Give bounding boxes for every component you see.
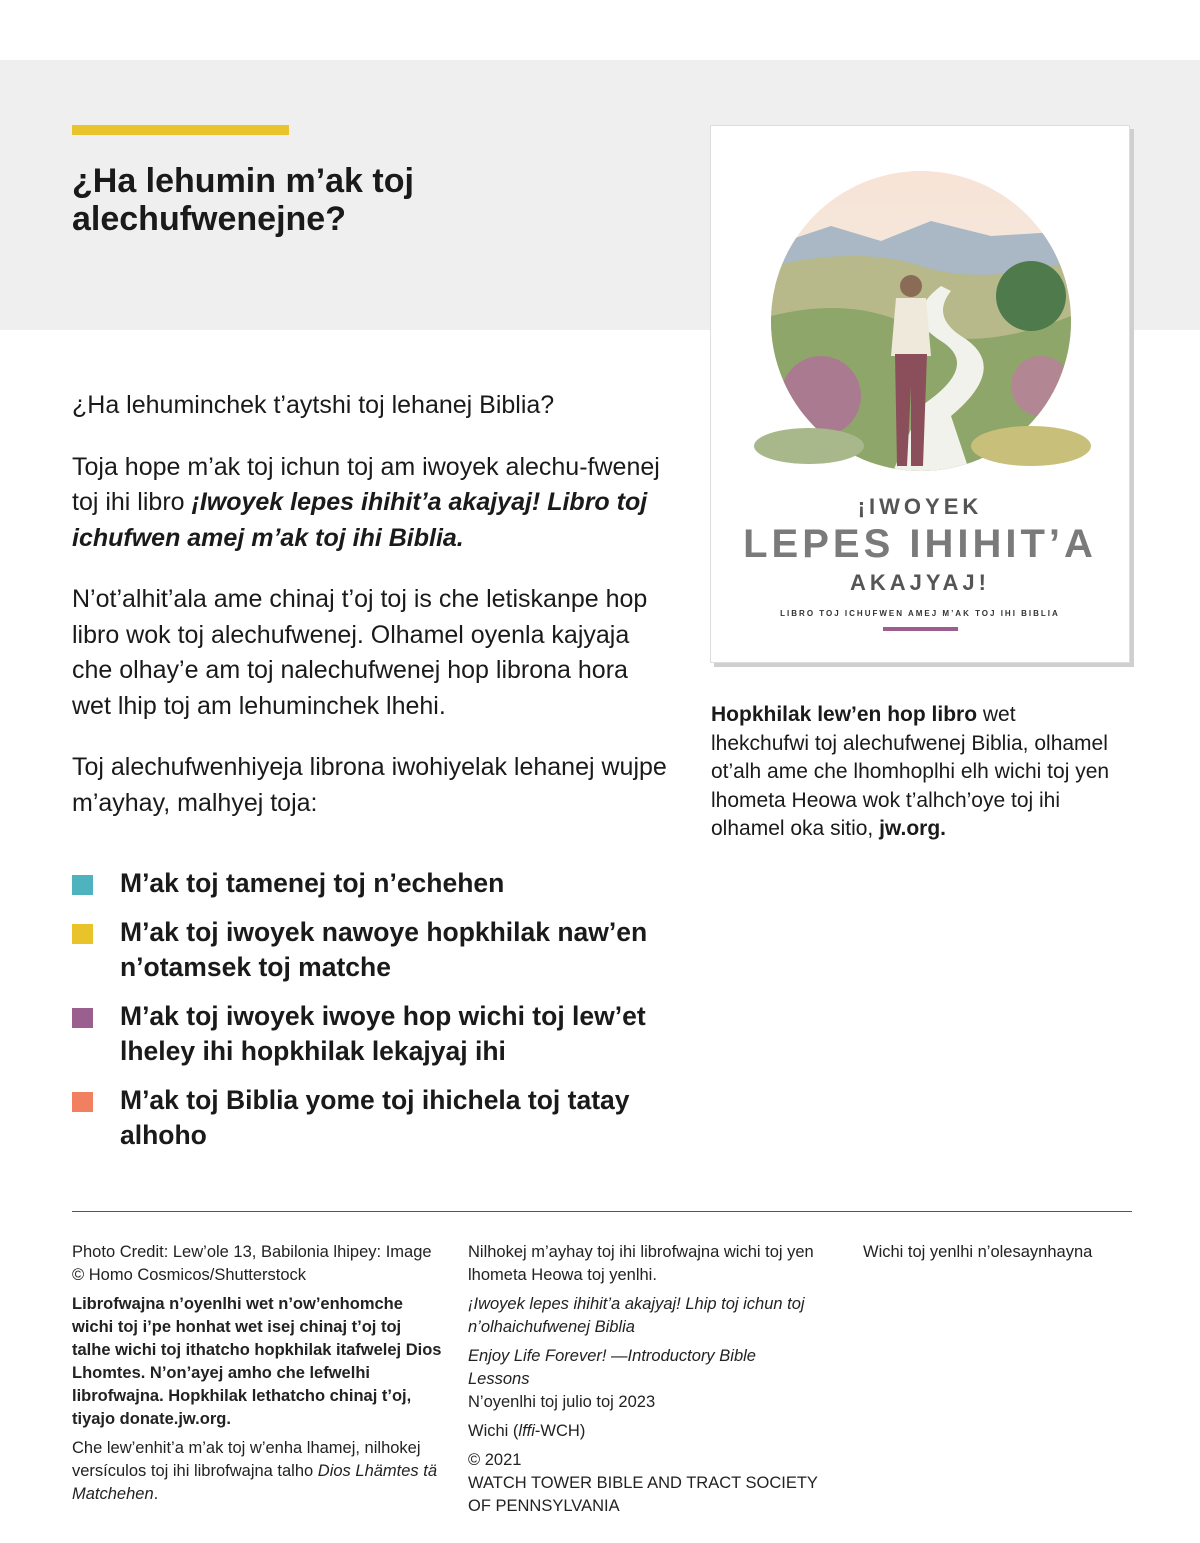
cover-title-line-2: LEPES IHIHIT’A (743, 522, 1097, 566)
caption-end: . (940, 817, 946, 840)
cover-caption (711, 701, 1111, 844)
print-date: N’oyenlhi toj julio toj 2023 (468, 1393, 656, 1411)
photo-credit: Photo Credit: Lew’ole 13, Babilonia lhipey: Image © Homo Cosmicos/Shutterstock (72, 1243, 432, 1284)
list-item (72, 999, 672, 1070)
cover-title-line-1: ¡IWOYEK (857, 494, 983, 519)
footer-col-2 (468, 1241, 818, 1518)
list-item-text: M’ak toj iwoyek iwoye hop wichi toj lew’et lheley ihi hopkhilak lekajyaj ihi (120, 1000, 646, 1066)
list-item (72, 866, 672, 902)
square-bullet-icon (72, 875, 93, 895)
cover-title-line-3: AKAJYAJ! (849, 570, 990, 595)
cover-subtitle: LIBRO TOJ ICHUFWEN AMEJ M’AK TOJ IHI BIBLIA (780, 609, 1060, 618)
lang-a: Wichi ( (468, 1422, 519, 1440)
intro-text (72, 388, 672, 847)
bible-title: Dios Lhämtes tä Matchehen (72, 1462, 438, 1503)
topic-list (72, 866, 672, 1167)
list-item-text: M’ak toj iwoyek nawoye hopkhilak naw’en n’otamsek toj matche (120, 916, 648, 982)
publisher-note: Nilhokej m’ayhay toj ihi librofwajna wichi toj yen lhometa Heowa toj yenlhi. (468, 1243, 814, 1284)
caption-bold: Hopkhilak lew’en hop libro (711, 703, 978, 726)
list-item (72, 915, 672, 986)
list-item-text: M’ak toj tamenej toj n’echehen (120, 868, 505, 898)
square-bullet-icon (72, 924, 93, 944)
lang-b: -WCH) (534, 1422, 586, 1440)
donation-note: Librofwajna n’oyenlhi wet n’ow’enhomche wichi toj i’pe honhat wet isej chinaj t’oj toj talhe wichi toj ithatcho hopkhilak itafwelej Dios Lhomtes. N’on’ayej amho che lefwelhi librofwajna. Hopkhilak lethatcho chinaj t’oj, tiyajo donate.jw.org. (72, 1295, 442, 1428)
jw-org-link[interactable]: jw.org (879, 817, 941, 840)
paragraph-4: Toj alechufwenhiyeja librona iwohiyelak lehanej wujpe m’ayhay, malhyej toja: (72, 753, 667, 817)
paragraph-2 (72, 450, 672, 557)
verses-end: . (153, 1485, 159, 1503)
accent-bar (72, 125, 289, 135)
title-english: Enjoy Life Forever! —Introductory Bible Lessons (468, 1347, 756, 1388)
page-title: ¿Ha lehumin m’ak toj alechufwenejne? (72, 162, 414, 238)
paragraph-3: N’ot’alhit’ala ame chinaj t’oj toj is che letiskanpe hop libro wok toj alechufwenej. Olhamel oyenla kajyaja che olhay’e am toj nalechufwenej hop librona hora wet lhip toj am lehuminchek lhehi. (72, 585, 648, 720)
footer-col-1 (72, 1241, 442, 1512)
society-line-1: WATCH TOWER BIBLE AND TRACT SOCIETY (468, 1474, 818, 1492)
list-item (72, 1083, 672, 1154)
society-line-2: OF PENNSYLVANIA (468, 1497, 620, 1515)
book-title: ¡Iwoyek lepes ihihit’a akajyaj! Libro toj ichufwen amej m’ak toj ihi Biblia. (72, 488, 648, 552)
title-local: ¡Iwoyek lepes ihihit’a akajyaj! Lhip toj ichun toj n’olhaichufwenej Biblia (468, 1295, 805, 1336)
square-bullet-icon (72, 1008, 93, 1028)
cover-accent-bar (883, 627, 958, 631)
lang-code: lffi (518, 1422, 535, 1440)
square-bullet-icon (72, 1092, 93, 1112)
verses-note (72, 1437, 442, 1506)
paragraph-2-text: Toja hope m’ak toj ichun toj am iwoyek alechu-fwenej toj ihi libro (72, 452, 660, 516)
paragraph-1: ¿Ha lehuminchek t’aytshi toj lehanej Biblia? (72, 391, 555, 419)
language-code (468, 1420, 818, 1443)
footer-divider (72, 1211, 1132, 1212)
list-item-text: M’ak toj Biblia yome toj ihichela toj tatay alhoho (120, 1084, 630, 1150)
verses-text: Che lew’enhit’a m’ak toj w’enha lhamej, nilhokej versículos toj ihi librofwajna talho (72, 1439, 421, 1480)
footer-col-3 (863, 1241, 1143, 1270)
caption-text: wet lhekchufwi toj alechufwenej Biblia, olhamel ot’alh ame che lhomhoplhi elh wichi toj yen lhometa Heowa wok t’alhch’oye toj ihi olhamel oka sitio, (711, 703, 1110, 840)
translation-note: Wichi toj yenlhi n’olesaynhayna (863, 1243, 1093, 1261)
copyright: © 2021 (468, 1451, 522, 1469)
book-cover[interactable] (710, 125, 1130, 663)
